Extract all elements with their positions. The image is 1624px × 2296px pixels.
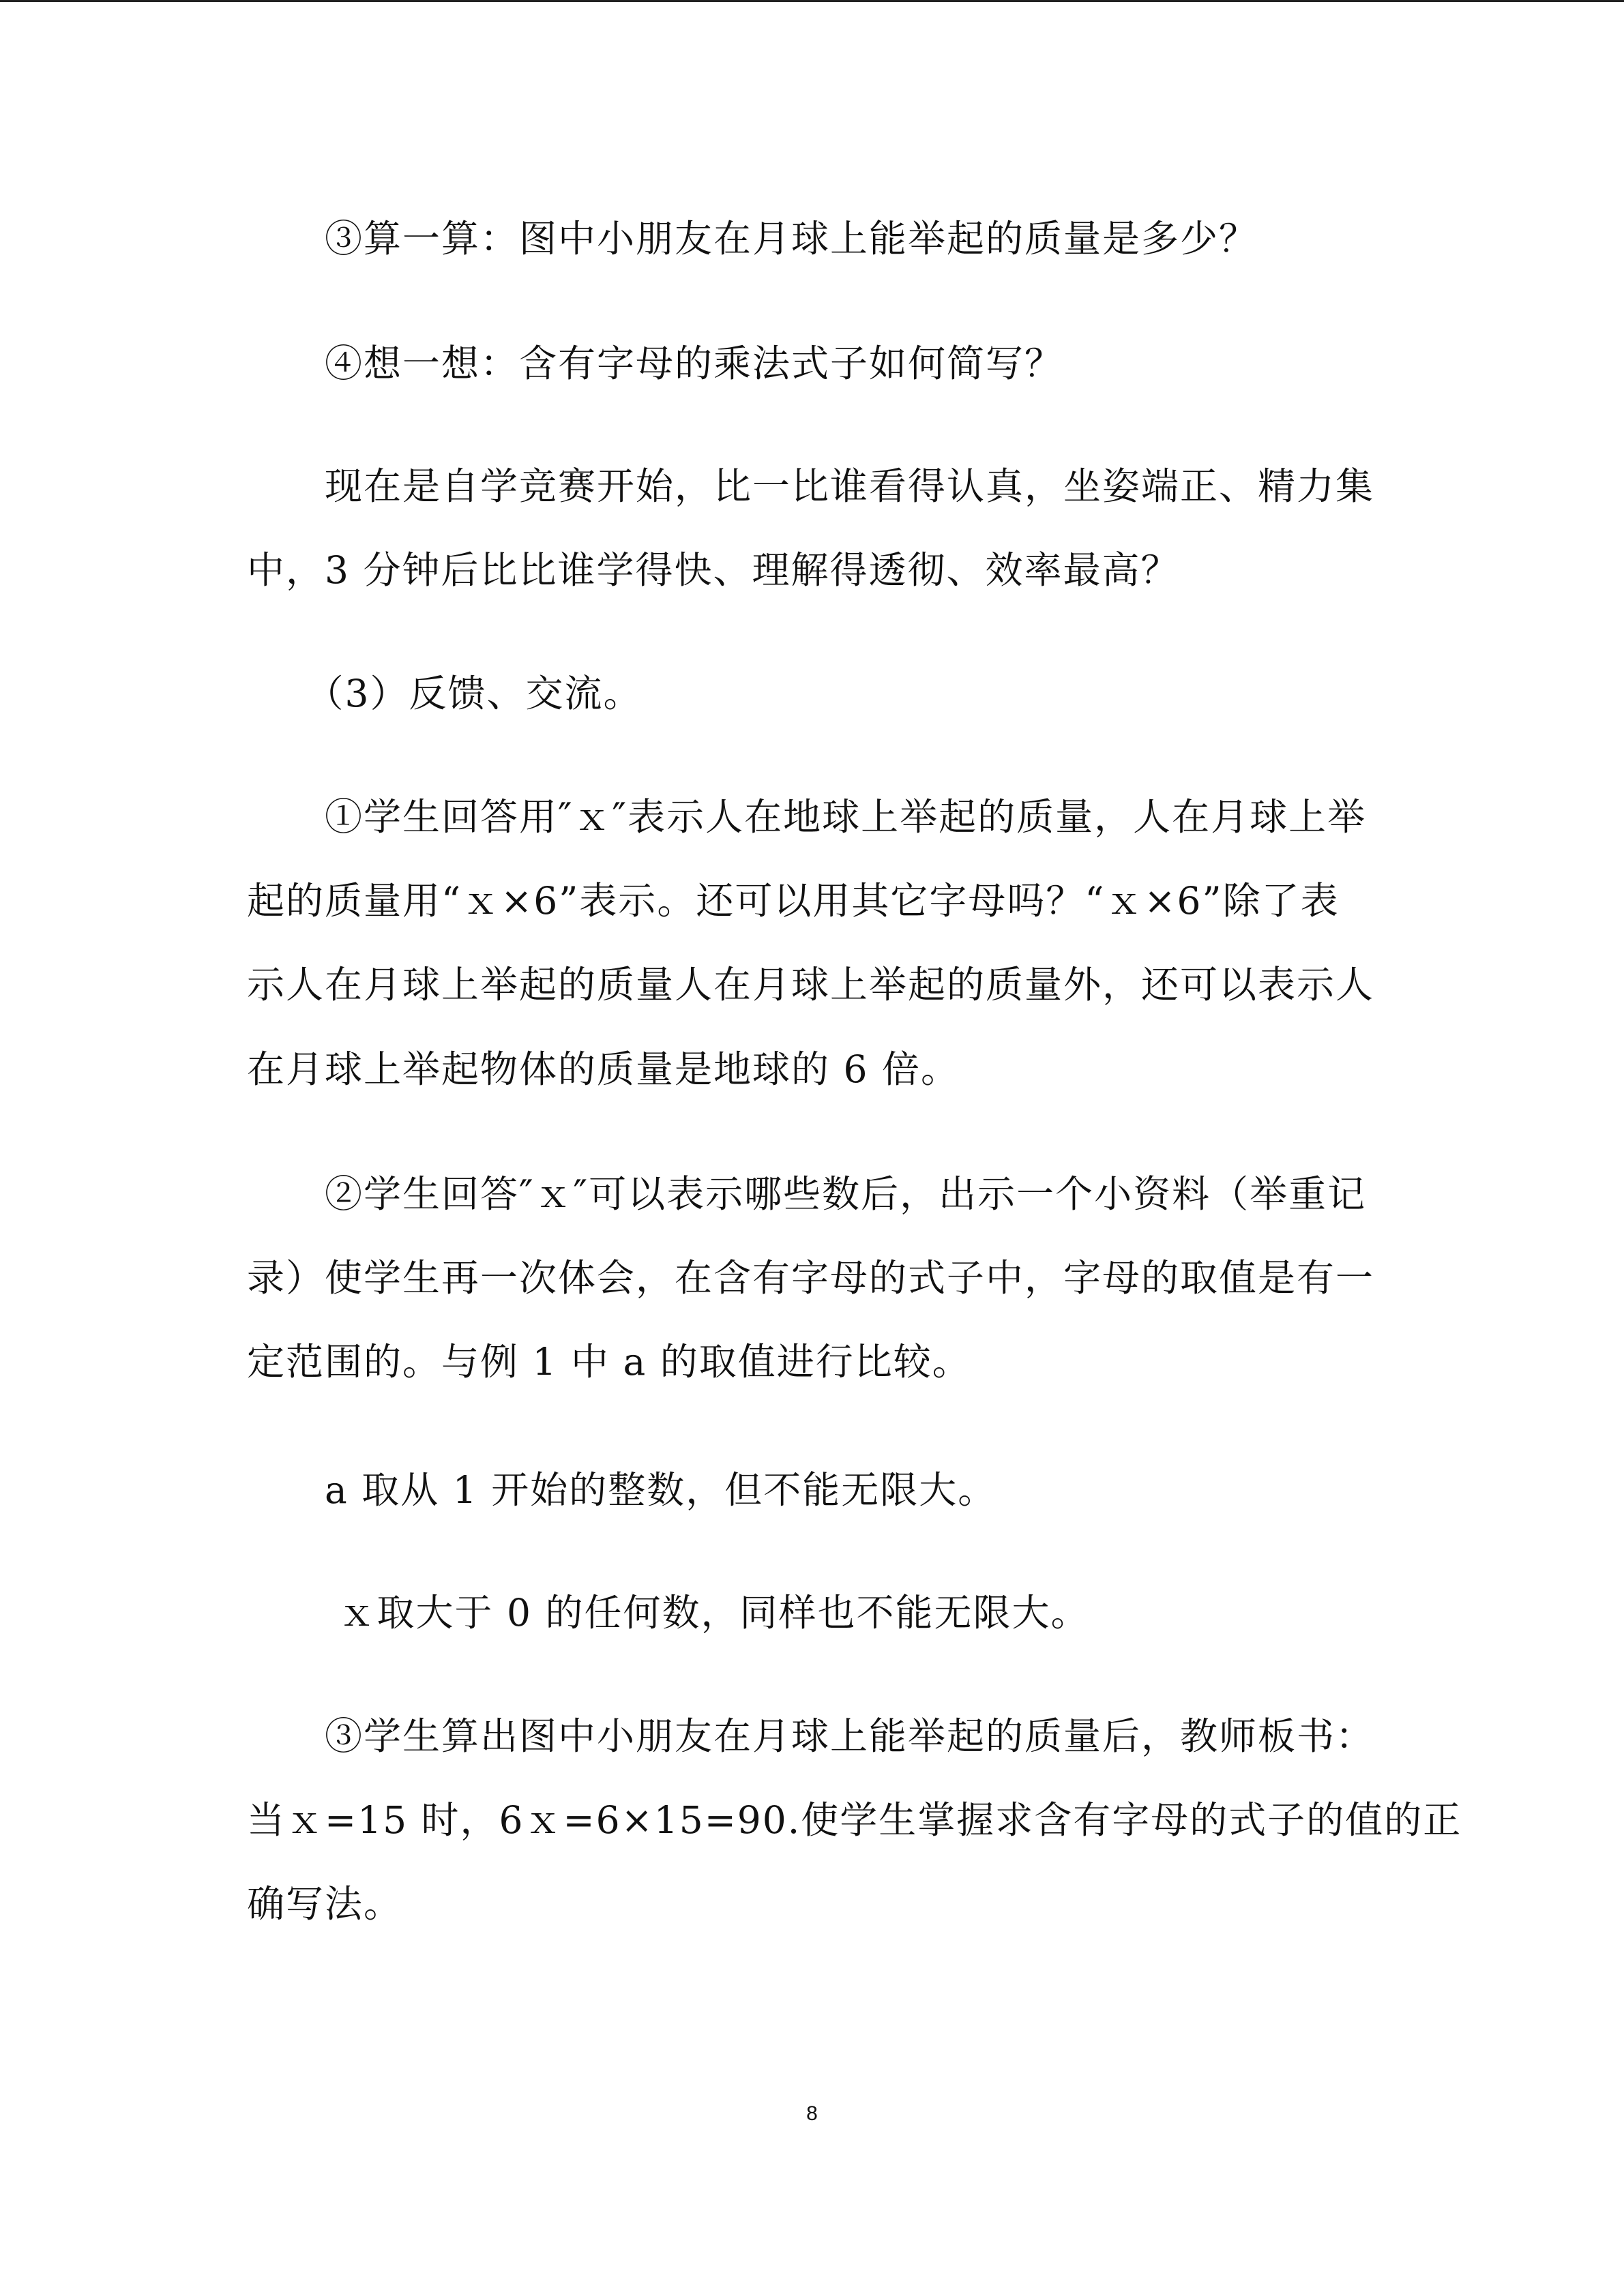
text-line: （3）反馈、交流。 — [247, 672, 643, 715]
text-line: 在月球上举起物体的质量是地球的 6 倍。 — [247, 1047, 960, 1091]
text-line: 当ｘ=15 时，6ｘ=6×15=90.使学生掌握求含有字母的式子的值的正 — [247, 1798, 1462, 1842]
text-line: 起的质量用“ｘ×6”表示。还可以用其它字母吗？“ｘ×6”除了表 — [247, 879, 1340, 923]
page-number: 8 — [806, 2102, 818, 2125]
text-line: ③算一算：图中小朋友在月球上能举起的质量是多少？ — [247, 217, 1258, 260]
text-line: 中，3 分钟后比比谁学得快、理解得透彻、效率最高？ — [247, 548, 1180, 592]
text-line: 录）使学生再一次体会，在含有字母的式子中，字母的取值是有一 — [247, 1256, 1375, 1300]
text-line: 现在是自学竞赛开始，比一比谁看得认真，坐姿端正、精力集 — [247, 464, 1375, 508]
text-line: ④想一想：含有字母的乘法式子如何简写？ — [247, 342, 1064, 385]
text-line: ②学生回答″ｘ″可以表示哪些数后，出示一个小资料（举重记 — [247, 1172, 1367, 1216]
text-line: ①学生回答用″ｘ″表示人在地球上举起的质量，人在月球上举 — [247, 795, 1367, 839]
text-line: a 取从 1 开始的整数，但不能无限大。 — [247, 1468, 997, 1512]
text-line: 示人在月球上举起的质量人在月球上举起的质量外，还可以表示人 — [247, 963, 1375, 1007]
text-line: 确写法。 — [247, 1882, 403, 1926]
text-line: ③学生算出图中小朋友在月球上能举起的质量后，教师板书： — [247, 1714, 1375, 1758]
page-top-border — [0, 0, 1624, 2]
text-line: ｘ取大于 0 的任何数，同样也不能无限大。 — [247, 1591, 1090, 1635]
text-line: 定范围的。与例 1 中 a 的取值进行比较。 — [247, 1340, 971, 1384]
